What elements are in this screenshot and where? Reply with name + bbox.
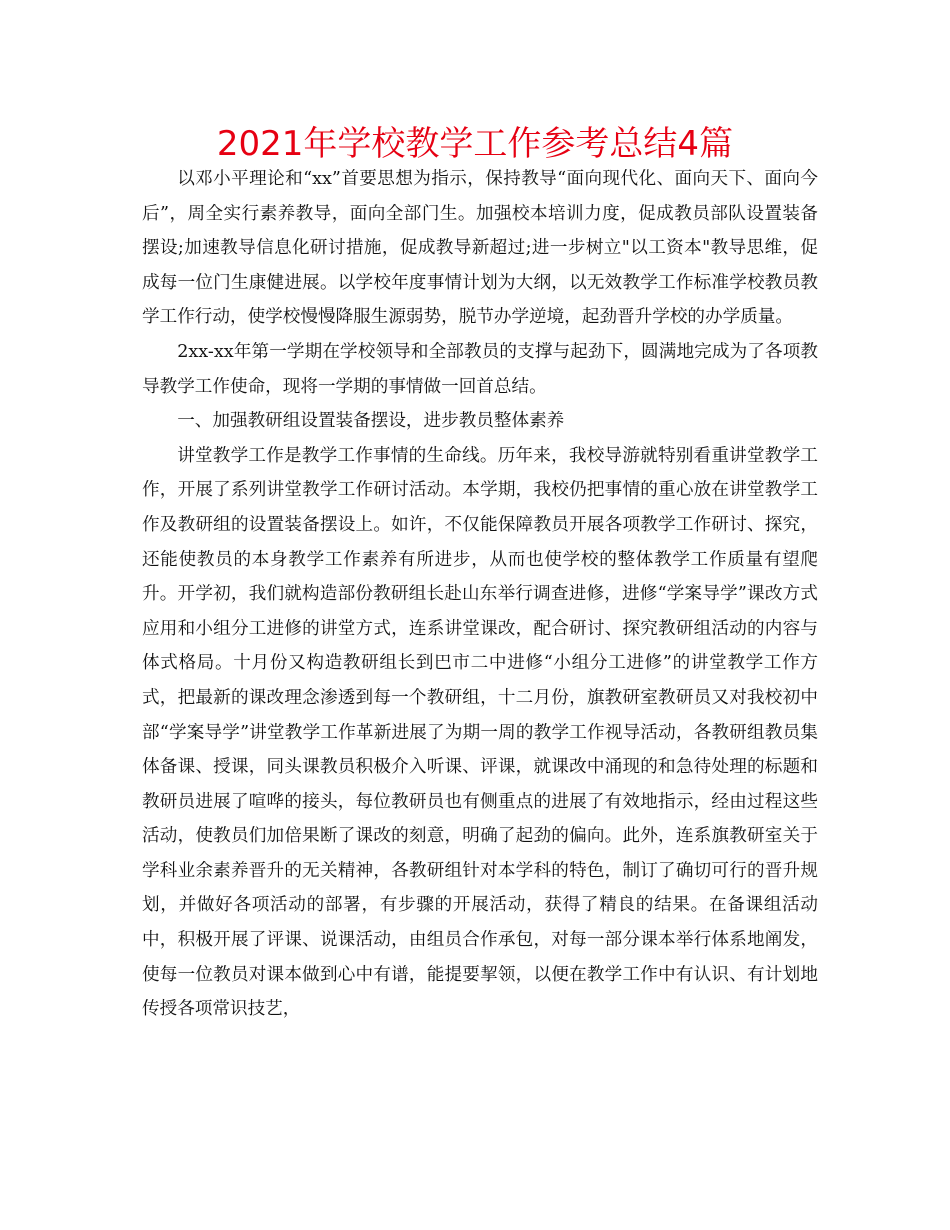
document-title: 2021年学校教学工作参考总结4篇 <box>216 124 734 164</box>
paragraph-summary: 2xx-xx年第一学期在学校领导和全部教员的支撑与起劲下，圆满地完成为了各项教导教学工作使命，现将一学期的事情做一回首总结。 <box>142 341 818 397</box>
paragraph-intro: 以邓小平理论和“xx”首要思想为指示，保持教导“面向现代化、面向天下、面向今后”，周全实行素养教导，面向全部门生。加强校本培训力度，促成教员部队设置装备摆设;加速教导信息化研讨措施，促成教导新超过;进一步树立"以工资本"教导思维，促成每一位门生康健进展。以学校年度事情计划为大纲，以无效教学工作标准学校教员教学工作行动，使学校慢慢降服生源弱势，脱节办学逆境，起劲晋升学校的办学质量。 <box>142 169 818 328</box>
paragraph-classroom: 讲堂教学工作是教学工作事情的生命线。历年来，我校导游就特别看重讲堂教学工作，开展了系列讲堂教学工作研讨活动。本学期，我校仍把事情的重心放在讲堂教学工作及教研组的设置装备摆设上。如许，不仅能保障教员开展各项教学工作研讨、探究，还能使教员的本身教学工作素养有所进步，从而也使学校的整体教学工作质量有望爬升。开学初，我们就构造部份教研组长赴山东举行调查进修，进修“学案导学”课改方式应用和小组分工进修的讲堂方式，连系讲堂课改，配合研讨、探究教研组活动的内容与体式格局。十月份又构造教研组长到巴市二中进修“小组分工进修”的讲堂教学工作方式，把最新的课改理念渗透到每一个教研组，十二月份，旗教研室教研员又对我校初中部“学案导学”讲堂教学工作革新进展了为期一周的教学工作视导活动，各教研组教员集体备课、授课，同头课教员积极介入听课、评课，就课改中涌现的和急待处理的标题和教研员进展了喧哗的接头，每位教研员也有侧重点的进展了有效地指示，经由过程这些活动，使教员们加倍果断了课改的刻意，明确了起劲的偏向。此外，连系旗教研室关于学科业余素养晋升的无关精神，各教研组针对本学科的特色，制订了确切可行的晋升规划，并做好各项活动的部署，有步骤的开展活动，获得了精良的结果。在备课组活动中，积极开展了评课、说课活动，由组员合作承包，对每一部分课本举行体系地阐发，使每一位教员对课本做到心中有谱，能提要挈领，以便在教学工作中有认识、有计划地传授各项常识技艺， <box>142 445 818 1020</box>
section-heading: 一、加强教研组设置装备摆设，进步教员整体素养 <box>177 411 565 432</box>
document-body <box>142 162 818 1027</box>
